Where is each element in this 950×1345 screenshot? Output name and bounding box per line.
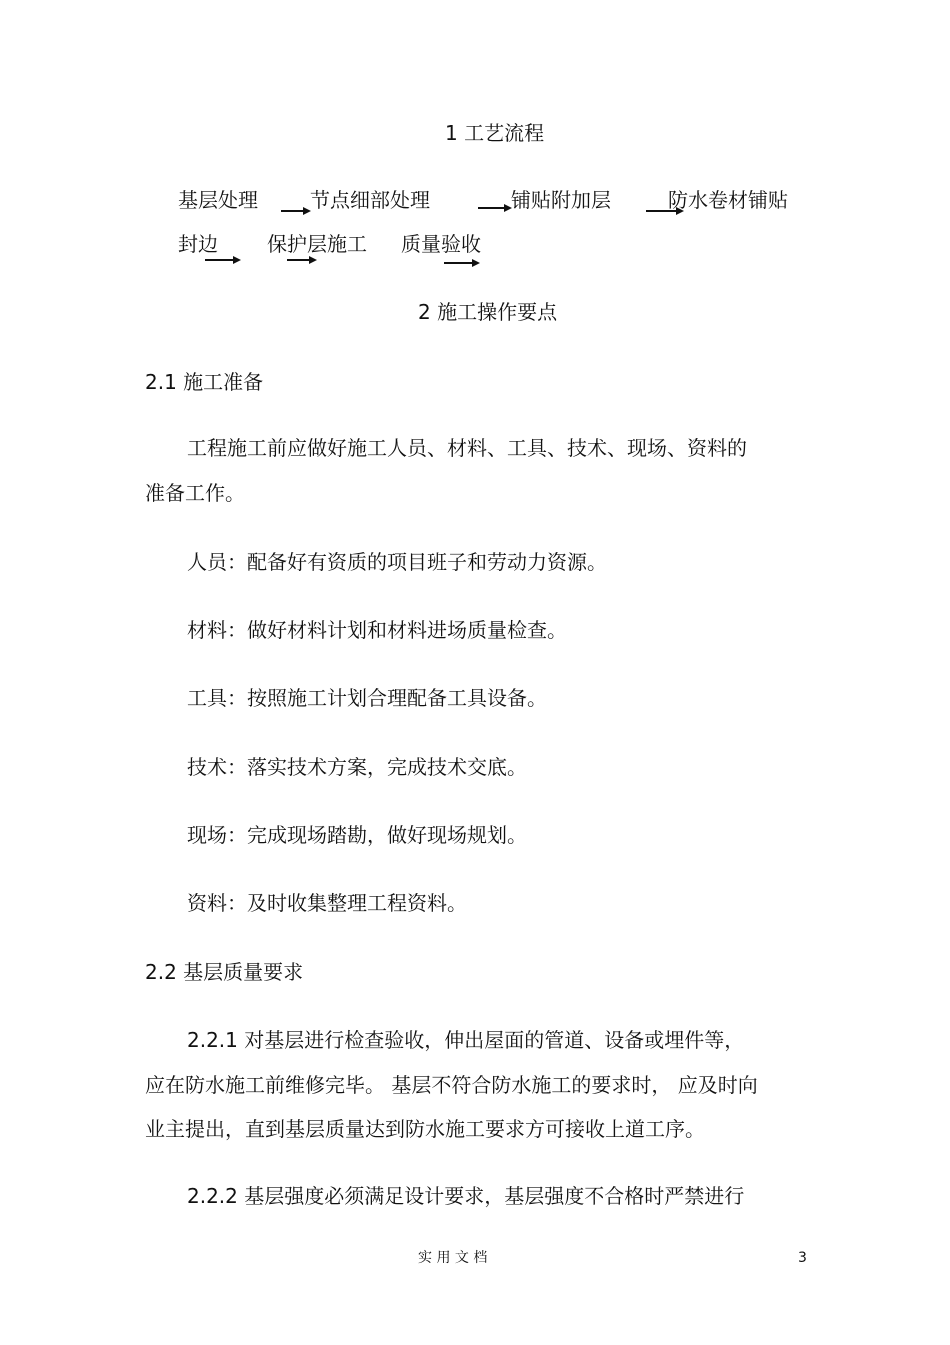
footer-text: 实 用 文 档 (418, 1250, 488, 1266)
flow-step-membrane-laying: 防水卷材铺贴 (668, 188, 788, 212)
flow-step-quality-acceptance: 质量验收 (401, 232, 481, 256)
paragraph-line: 业主提出，直到基层质量达到防水施工要求方可接收上道工序。 (145, 1117, 705, 1141)
list-item: 现场：完成现场踏勘，做好现场规划。 (187, 823, 527, 847)
paragraph-line: 2.2.2 基层强度必须满足设计要求，基层强度不合格时严禁进行 (187, 1184, 745, 1208)
page-number: 3 (798, 1250, 807, 1266)
right-arrow-icon (444, 258, 480, 268)
paragraph-line: 准备工作。 (145, 481, 245, 505)
list-item: 材料：做好材料计划和材料进场质量检查。 (187, 618, 567, 642)
section-heading: 2 施工操作要点 (418, 300, 558, 324)
right-arrow-icon (287, 255, 317, 265)
list-item: 人员：配备好有资质的项目班子和劳动力资源。 (187, 550, 607, 574)
paragraph-line: 应在防水施工前维修完毕。 基层不符合防水施工的要求时， 应及时向 (145, 1073, 758, 1097)
paragraph-line: 2.2.1 对基层进行检查验收，伸出屋面的管道、设备或埋件等， (187, 1028, 745, 1052)
list-item: 资料：及时收集整理工程资料。 (187, 891, 467, 915)
list-item: 技术：落实技术方案，完成技术交底。 (187, 755, 527, 779)
flow-step-base-treatment: 基层处理 (178, 188, 258, 212)
flow-step-edge-sealing: 封边 (178, 232, 218, 256)
flow-step-protection-layer: 保护层施工 (267, 232, 367, 256)
flow-step-additional-layer: 铺贴附加层 (511, 188, 611, 212)
right-arrow-icon (478, 203, 512, 213)
flow-step-node-detail: 节点细部处理 (310, 188, 430, 212)
list-item: 工具：按照施工计划合理配备工具设备。 (187, 686, 547, 710)
right-arrow-icon (281, 206, 311, 216)
page-title: 1 工艺流程 (445, 121, 545, 145)
subsection-heading: 2.1 施工准备 (145, 370, 264, 394)
right-arrow-icon (205, 255, 241, 265)
subsection-heading: 2.2 基层质量要求 (145, 960, 304, 984)
paragraph-line: 工程施工前应做好施工人员、材料、工具、技术、现场、资料的 (187, 436, 747, 460)
